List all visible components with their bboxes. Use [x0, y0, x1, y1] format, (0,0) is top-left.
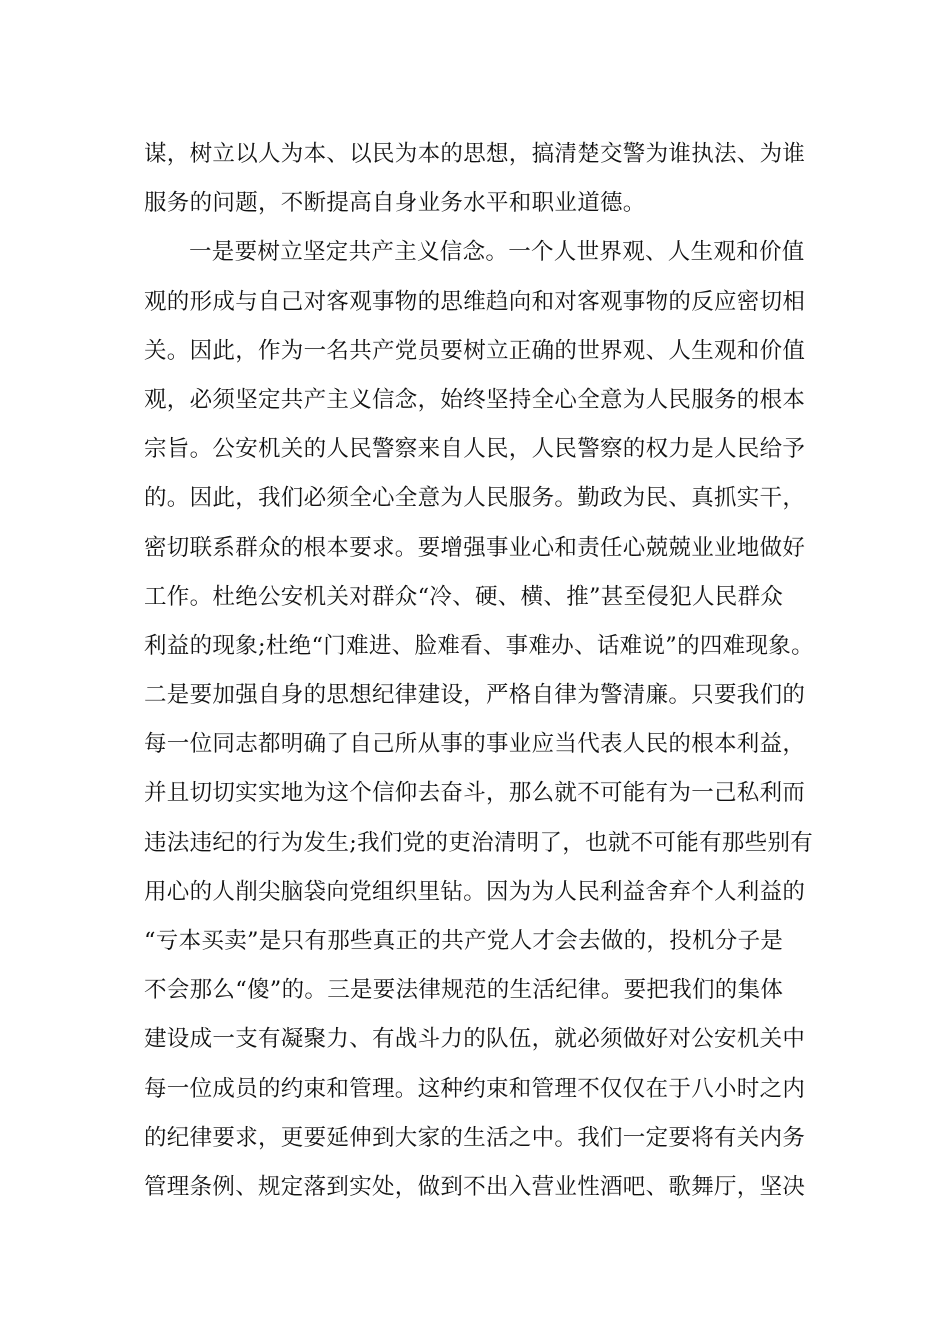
text-line: 服务的问题，不断提高自身业务水平和职业道德。 [144, 190, 646, 217]
text-line: 观，必须坚定共产主义信念，始终坚持全心全意为人民服务的根本 [144, 386, 806, 413]
text-line: 利益的现象;杜绝“门难进、脸难看、事难办、话难说”的四难现象。 [144, 632, 814, 659]
text-line: 用心的人削尖脑袋向党组织里钻。因为为人民利益舍弃个人利益的 [144, 878, 806, 905]
text-line: 不会那么“傻”的。三是要法律规范的生活纪律。要把我们的集体 [144, 977, 784, 1004]
text-line: 每一位同志都明确了自己所从事的事业应当代表人民的根本利益， [144, 731, 806, 758]
body-text [144, 130, 824, 1212]
text-line: 的纪律要求，更要延伸到大家的生活之中。我们一定要将有关内务 [144, 1124, 806, 1151]
text-line: 密切联系群众的根本要求。要增强事业心和责任心兢兢业业地做好 [144, 534, 806, 561]
text-line: 一是要树立坚定共产主义信念。一个人世界观、人生观和价值 [189, 239, 805, 266]
text-line: 工作。杜绝公安机关对群众“冷、硬、横、推”甚至侵犯人民群众 [144, 583, 784, 610]
text-line: 宗旨。公安机关的人民警察来自人民，人民警察的权力是人民给予 [144, 436, 806, 463]
text-line: 每一位成员的约束和管理。这种约束和管理不仅仅在于八小时之内 [144, 1075, 806, 1102]
text-line: 建设成一支有凝聚力、有战斗力的队伍，就必须做好对公安机关中 [144, 1026, 806, 1053]
text-line: 观的形成与自己对客观事物的思维趋向和对客观事物的反应密切相 [144, 288, 806, 315]
text-line: 管理条例、规定落到实处，做到不出入营业性酒吧、歌舞厅，坚决 [144, 1173, 806, 1200]
text-line: “亏本买卖”是只有那些真正的共产党人才会去做的，投机分子是 [144, 928, 784, 954]
text-line: 关。因此，作为一名共产党员要树立正确的世界观、人生观和价值 [144, 337, 806, 364]
text-line: 并且切切实实地为这个信仰去奋斗，那么就不可能有为一己私利而 [144, 780, 806, 807]
text-line: 违法违纪的行为发生;我们党的吏治清明了，也就不可能有那些别有 [144, 829, 814, 856]
text-line: 谋，树立以人为本、以民为本的思想，搞清楚交警为谁执法、为谁 [144, 141, 806, 167]
text-line: 二是要加强自身的思想纪律建设，严格自律为警清廉。只要我们的 [144, 682, 806, 709]
text-line: 的。因此，我们必须全心全意为人民服务。勤政为民、真抓实干， [144, 485, 806, 512]
